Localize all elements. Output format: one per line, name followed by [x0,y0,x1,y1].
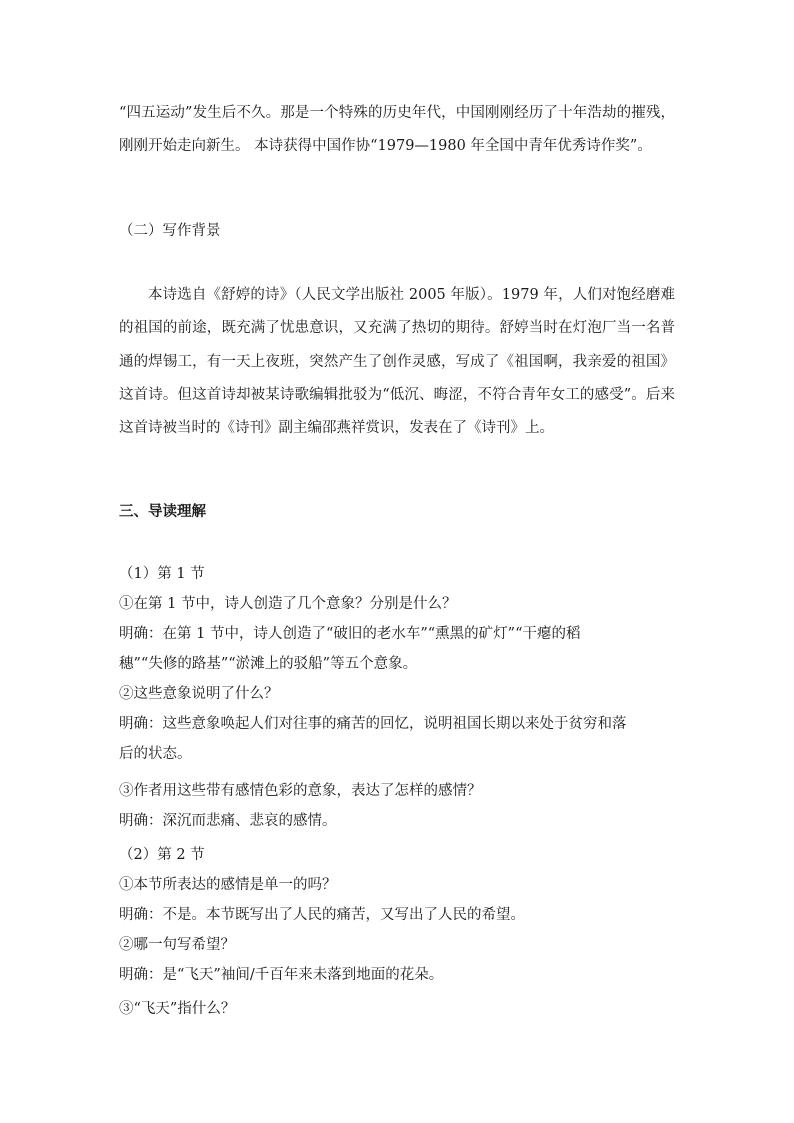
reading-line: 后的状态。 [119,746,192,762]
reading-section-heading: 三、导读理解 [119,503,206,520]
reading-line: ③作者用这些带有感情色彩的意象，表达了怎样的感情？ [119,783,482,799]
reading-line: （1）第 1 节 [119,566,205,582]
reading-line: ①本节所表达的感情是单一的吗？ [119,877,337,893]
reading-line: 明确：不是。本节既写出了人民的痛苦，又写出了人民的希望。 [119,907,525,923]
reading-line: ①在第 1 节中，诗人创造了几个意象？分别是什么？ [119,596,457,612]
reading-line: 明确：这些意象唤起人们对往事的痛苦的回忆，说明祖国长期以来处于贫穷和落 [119,716,627,732]
reading-line: ③“飞天”指什么？ [119,1001,236,1017]
reading-line: 穗”“失修的路基”“淤滩上的驳船”等五个意象。 [119,656,418,672]
writing-background-heading: （二）写作背景 [119,223,221,239]
reading-line: 明确：深沉而悲痛、悲哀的感情。 [119,813,337,829]
reading-line: 明确：是“飞天”袖间/千百年来未落到地面的花朵。 [119,967,444,983]
reading-line: ②哪一句写希望？ [119,937,235,953]
reading-line: 明确：在第 1 节中，诗人创造了“破旧的老水车”“熏黑的矿灯”“干瘪的稻 [119,626,581,642]
writing-background-paragraph: 本诗选自《舒婷的诗》（人民文学出版社 2005 年版）。1979 年，人们对饱经磨难的祖国的前途，既充满了忧患意识，又充满了热切的期待。舒婷当时在灯泡厂当一名普通的焊锡工，有一天上夜班，突然产生了创作灵感，写成了《祖国啊，我亲爱的祖国》这首诗。但这首诗却被某诗歌编辑批驳为“低沉、晦涩，不符合青年女工的感受”。后来这首诗被当时的《诗刊》副主编邵燕祥赏识，发表在了《诗刊》上。 [119,287,675,437]
intro-paragraph: “四五运动”发生后不久。那是一个特殊的历史年代，中国刚刚经历了十年浩劫的摧残，刚刚开始走向新生。 本诗获得中国作协“1979—1980 年全国中青年优秀诗作奖”。 [119,105,675,155]
reading-line: （2）第 2 节 [119,847,205,863]
reading-line: ②这些意象说明了什么？ [119,686,279,702]
